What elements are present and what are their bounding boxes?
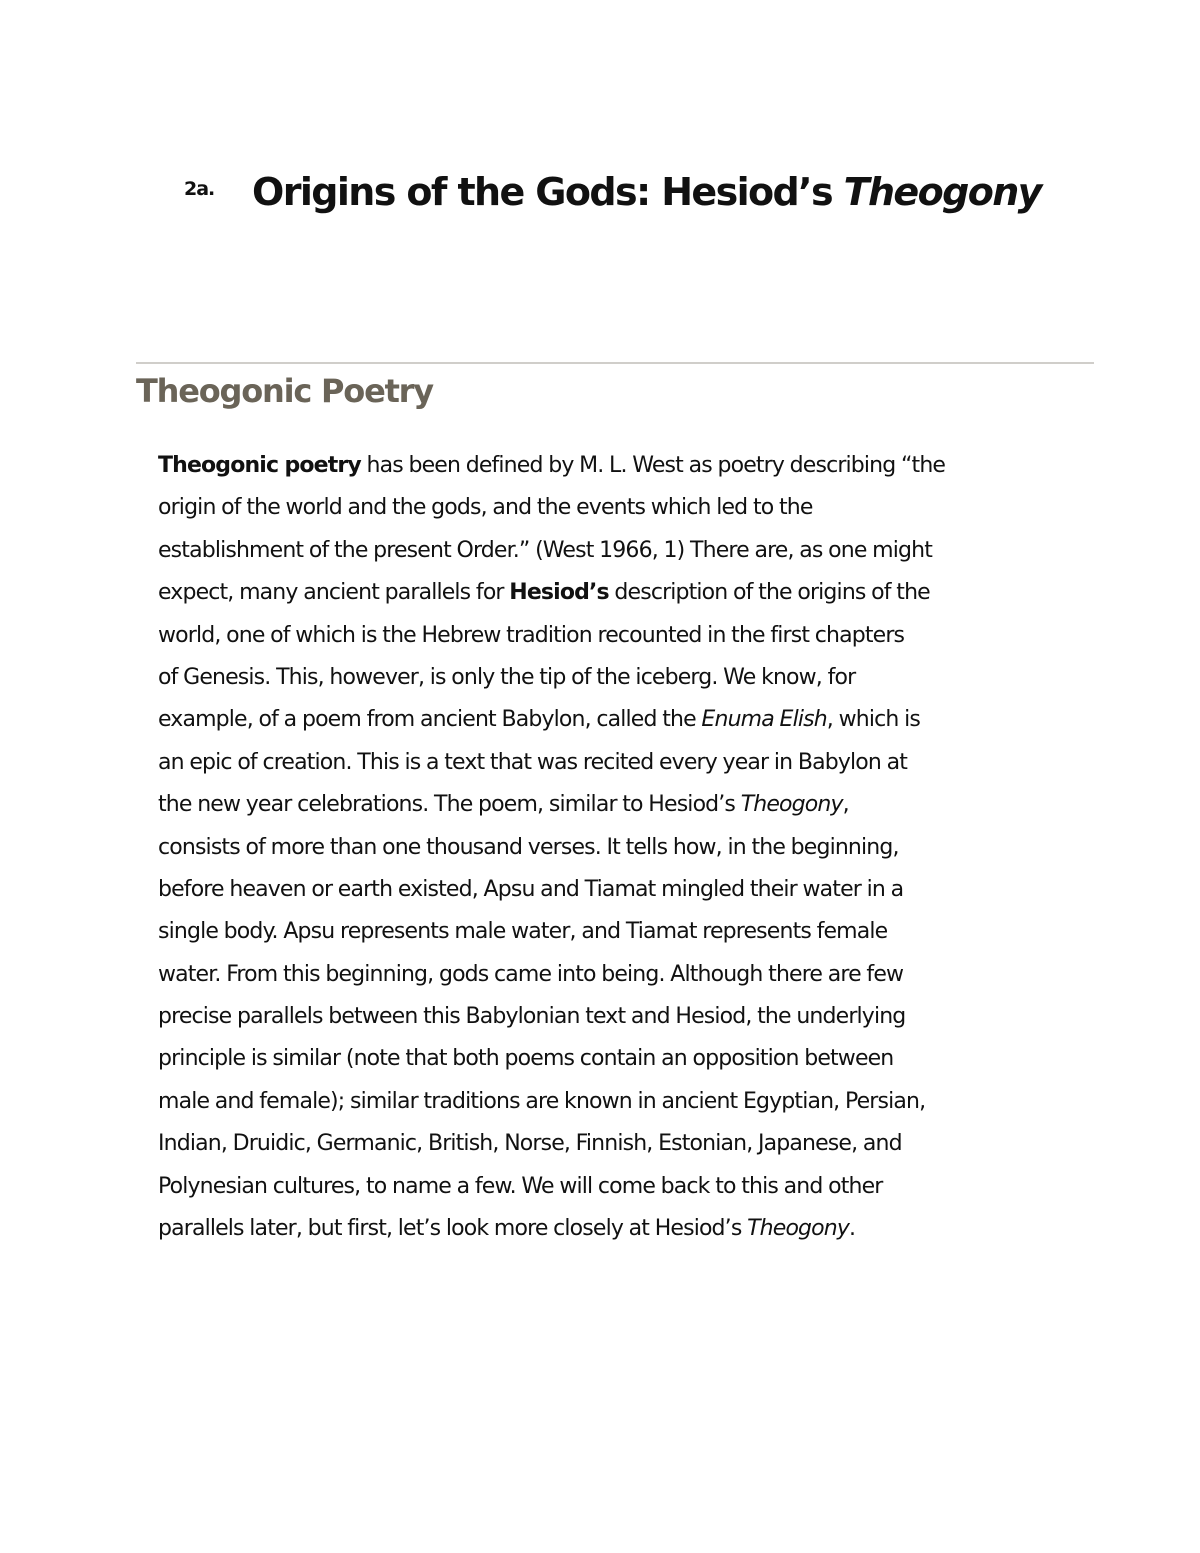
text-line	[158, 572, 1058, 614]
text-line: of Genesis. This, however, is only the tip of the iceberg. We know, for	[158, 664, 856, 690]
section-divider	[136, 362, 1094, 364]
term-bold: Theogonic poetry	[158, 453, 361, 478]
chapter-number: 2a.	[184, 178, 215, 200]
text-line	[158, 1208, 1058, 1250]
text-line: water. From this beginning, gods came into being. Although there are few	[158, 961, 904, 987]
title-italic: Theogony	[740, 792, 843, 818]
chapter-header	[184, 170, 1144, 230]
text-span: .	[849, 1216, 856, 1242]
term-bold: Hesiod’s	[509, 580, 609, 606]
text-line: precise parallels between this Babylonian text and Hesiod, the underlying	[158, 1004, 906, 1030]
text-line	[158, 699, 1058, 741]
text-span: , which is	[826, 707, 920, 733]
text-span: expect, many ancient parallels for	[158, 580, 510, 606]
text-line: origin of the world and the gods, and the events which led to the	[158, 495, 813, 521]
text-span: example, of a poem from ancient Babylon, called the	[158, 707, 702, 733]
text-span: parallels later, but first, let’s look more closely at Hesiod’s	[158, 1216, 748, 1242]
text-span: has been defined by M. L. West as poetry describing “the	[360, 453, 946, 478]
text-line: consists of more than one thousand verses. It tells how, in the beginning,	[158, 834, 899, 860]
text-line: male and female); similar traditions are known in ancient Egyptian, Persian,	[158, 1088, 926, 1114]
body-paragraph	[158, 445, 1058, 1250]
chapter-title-italic: Theogony	[843, 170, 1041, 214]
text-line: before heaven or earth existed, Apsu and Tiamat mingled their water in a	[158, 876, 904, 902]
chapter-title	[252, 170, 1041, 214]
section-heading: Theogonic Poetry	[136, 372, 433, 410]
text-line: principle is similar (note that both poems contain an opposition between	[158, 1046, 894, 1072]
text-line: world, one of which is the Hebrew tradition recounted in the first chapters	[158, 622, 905, 648]
text-span: the new year celebrations. The poem, similar to Hesiod’s	[158, 792, 741, 818]
chapter-title-text: Origins of the Gods: Hesiod’s	[252, 170, 844, 214]
text-span: description of the origins of the	[608, 580, 930, 606]
text-line: establishment of the present Order.” (West 1966, 1) There are, as one might	[158, 537, 933, 563]
text-line	[158, 784, 1058, 826]
text-line	[158, 445, 1058, 487]
title-italic: Enuma Elish	[701, 707, 827, 733]
title-italic: Theogony	[747, 1216, 850, 1242]
text-span: ,	[842, 792, 849, 818]
text-line: Polynesian cultures, to name a few. We will come back to this and other	[158, 1173, 883, 1199]
text-line: an epic of creation. This is a text that was recited every year in Babylon at	[158, 749, 908, 775]
text-line: single body. Apsu represents male water, and Tiamat represents female	[158, 919, 888, 945]
text-line: Indian, Druidic, Germanic, British, Norse, Finnish, Estonian, Japanese, and	[158, 1131, 902, 1157]
